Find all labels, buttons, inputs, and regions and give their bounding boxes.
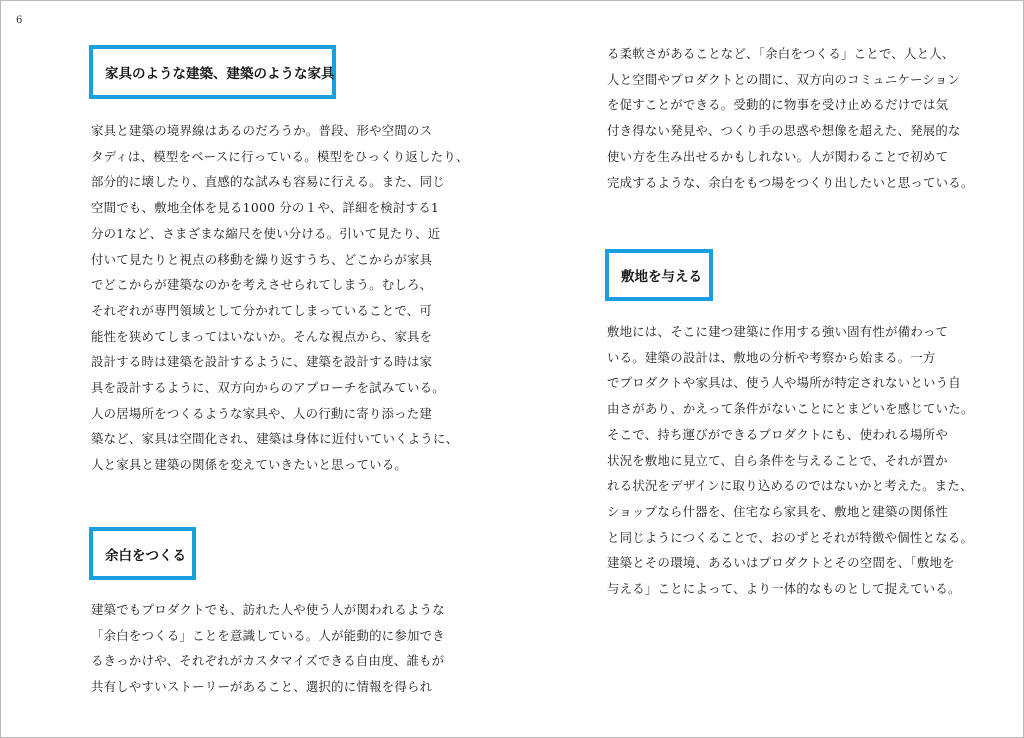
text-line: 人の居場所をつくるような家具や、人の行動に寄り添った建 — [91, 405, 433, 421]
text-line: そこで、持ち運びができるプロダクトにも、使われる場所や — [607, 426, 949, 442]
text-line: 人と空間やプロダクトとの間に、双方向のコミュニケーション — [607, 71, 961, 87]
text-line: 人と家具と建築の関係を変えていきたいと思っている。 — [91, 457, 408, 473]
text-line: を促すことができる。受動的に物事を受け止めるだけでは気 — [607, 97, 949, 113]
text-line: 築など、家具は空間化され、建築は身体に近付いていくように、 — [91, 431, 459, 447]
text-line: ショップなら什器を、住宅なら家具を、敷地と建築の関係性 — [607, 503, 949, 519]
text-line: でどこからが建築なのかを考えさせられてしまう。むしろ、 — [91, 277, 433, 293]
heading-give-site — [605, 249, 713, 301]
text-line: 与える」ことによって、より一体的なものとして捉えている。 — [607, 581, 961, 597]
paragraph-furniture-architecture — [91, 118, 469, 478]
text-line: 付いて見たりと視点の移動を繰り返すうち、どこからが家具 — [91, 251, 433, 267]
text-line: 建築でもプロダクトでも、訪れた人や使う人が関われるような — [91, 602, 445, 617]
text-line: でプロダクトや家具は、使う人や場所が特定されないという自 — [607, 375, 961, 391]
text-line: タディは、模型をベースに行っている。模型をひっくり返したり、 — [91, 148, 469, 164]
text-line: れる状況をデザインに取り込めるのではないかと考えた。また、 — [607, 478, 973, 494]
text-line: 共有しやすいストーリーがあること、選択的に情報を得られ — [91, 679, 433, 695]
text-line: 敷地には、そこに建つ建築に作用する強い固有性が備わって — [607, 324, 949, 339]
text-line: 設計する時は建築を設計するように、建築を設計する時は家 — [91, 354, 433, 370]
text-line: と同じようにつくることで、おのずとそれが特徴や個性となる。 — [607, 529, 974, 545]
text-line: 完成するような、余白をもつ場をつくり出したいと思っている。 — [607, 174, 974, 190]
text-line: 部分的に壊したり、直感的な試みも容易に行える。また、同じ — [91, 174, 445, 190]
text-line: 状況を敷地に見立て、自ら条件を与えることで、それが置か — [607, 452, 948, 468]
text-line: それぞれが専門領域として分かれてしまっていることで、可 — [91, 302, 433, 318]
paragraph-create-margin-continued — [607, 41, 974, 195]
text-line: 能性を狭めてしまってはいないか。そんな視点から、家具を — [91, 328, 433, 344]
text-line: る柔軟さがあることなど、「余白をつくる」ことで、人と人、 — [607, 46, 955, 61]
page-number: 6 — [16, 15, 23, 26]
text-line: 「余白をつくる」ことを意識している。人が能動的に参加でき — [91, 627, 445, 643]
heading-create-margin — [89, 527, 196, 580]
text-line: 分の1など、さまざまな縮尺を使い分ける。引いて見たり、近 — [91, 225, 441, 241]
text-line: るきっかけや、それぞれがカスタマイズできる自由度、誰もが — [91, 653, 445, 669]
paragraph-create-margin — [91, 597, 445, 700]
text-line: 家具と建築の境界線はあるのだろうか。普段、形や空間のス — [91, 123, 433, 138]
text-line: 空間でも、敷地全体を見る1000 分の１や、詳細を検討する1 — [91, 200, 439, 216]
heading-create-margin-text: 余白をつくる — [105, 547, 186, 564]
text-line: いる。建築の設計は、敷地の分析や考察から始まる。一方 — [607, 349, 936, 365]
paragraph-give-site — [607, 319, 974, 602]
text-line: 具を設計するように、双方向からのアプローチを試みている。 — [91, 380, 445, 396]
text-line: 使い方を生み出せるかもしれない。人が関わることで初めて — [607, 148, 949, 164]
text-line: 建築とその環境、あるいはプロダクトとその空間を、「敷地を — [607, 555, 955, 571]
heading-furniture-architecture — [89, 45, 336, 99]
heading-give-site-text: 敷地を与える — [621, 269, 702, 285]
text-line: 付き得ない発見や、つくり手の思惑や想像を超えた、発展的な — [607, 123, 961, 139]
text-line: 由さがあり、かえって条件がないことにとまどいを感じていた。 — [607, 401, 974, 417]
heading-furniture-architecture-text: 家具のような建築、建築のような家具 — [105, 66, 335, 82]
